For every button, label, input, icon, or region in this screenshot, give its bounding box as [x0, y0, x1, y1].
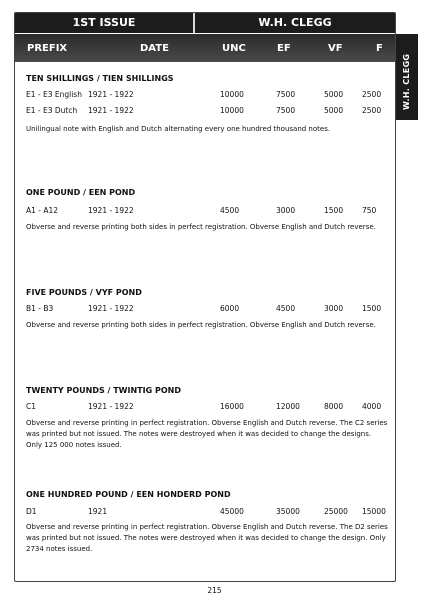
- cell-unc: 16000: [220, 402, 244, 411]
- cell-vf: 25000: [324, 507, 348, 516]
- section-title: ONE HUNDRED POUND / EEN HONDERD POND: [26, 490, 231, 499]
- issue-label: 1ST ISSUE: [15, 13, 193, 33]
- section-note: Obverse and reverse printing both sides in perfect registration. Obverse English and Dutch reverse.: [26, 223, 376, 231]
- cell-prefix: E1 - E3 English: [26, 90, 82, 99]
- cell-vf: 1500: [324, 206, 344, 215]
- cell-ef: 4500: [276, 304, 296, 313]
- column-header-unc: UNC: [222, 43, 246, 54]
- cell-vf: 5000: [324, 90, 344, 99]
- cell-ef: 3000: [276, 206, 296, 215]
- cell-unc: 4500: [220, 206, 240, 215]
- header-top-bar: [15, 13, 395, 34]
- column-header-date: DATE: [140, 43, 169, 54]
- column-header-ef: EF: [277, 43, 291, 54]
- cell-ef: 7500: [276, 90, 296, 99]
- table-row: [26, 507, 386, 519]
- cell-vf: 5000: [324, 106, 344, 115]
- cell-vf: 3000: [324, 304, 344, 313]
- side-tab: [396, 34, 418, 120]
- section-title: FIVE POUNDS / VYF POND: [26, 288, 142, 297]
- cell-prefix: C1: [26, 402, 37, 411]
- cell-date: 1921 - 1922: [88, 206, 134, 215]
- section-note: Obverse and reverse printing both sides in perfect registration. Obverse English and Dutch reverse.: [26, 321, 376, 329]
- side-tab-label: W.H. CLEGG: [402, 53, 411, 110]
- cell-f: 2500: [362, 90, 382, 99]
- section-title: ONE POUND / EEN POND: [26, 188, 136, 197]
- cell-vf: 8000: [324, 402, 344, 411]
- section-note: Obverse and reverse printing in perfect registration. Obverse English and Dutch reverse. The D2 series was printed but not issued. The notes were destroyed when it was decided to change the design. Only 2734 notes issued.: [26, 523, 388, 553]
- cell-date: 1921 - 1922: [88, 90, 134, 99]
- section-note: Obverse and reverse printing in perfect registration. Obverse English and Dutch reverse. The C2 series was printed but not issued. The notes were destroyed when it was decided to change the designs. Only 125 000 notes issued.: [26, 419, 388, 449]
- cell-f: 750: [362, 206, 377, 215]
- page-number: 215: [207, 586, 222, 595]
- section-note: Unilingual note with English and Dutch alternating every one hundred thousand notes.: [26, 125, 331, 133]
- cell-prefix: A1 - A12: [26, 206, 59, 215]
- cell-f: 4000: [362, 402, 382, 411]
- cell-prefix: E1 - E3 Dutch: [26, 106, 78, 115]
- cell-date: 1921 - 1922: [88, 304, 134, 313]
- cell-date: 1921 - 1922: [88, 106, 134, 115]
- cell-date: 1921 - 1922: [88, 402, 134, 411]
- cell-unc: 10000: [220, 106, 244, 115]
- cell-prefix: D1: [26, 507, 37, 516]
- cell-f: 1500: [362, 304, 382, 313]
- section-title: TEN SHILLINGS / TIEN SHILLINGS: [26, 74, 174, 83]
- column-header-f: F: [376, 43, 383, 54]
- table-row: [26, 90, 386, 102]
- cell-ef: 35000: [276, 507, 300, 516]
- column-header-vf: VF: [328, 43, 343, 54]
- cell-f: 15000: [362, 507, 386, 516]
- cell-prefix: B1 - B3: [26, 304, 54, 313]
- cell-ef: 7500: [276, 106, 296, 115]
- section-title: TWENTY POUNDS / TWINTIG POND: [26, 386, 181, 395]
- author-label: W.H. CLEGG: [195, 13, 395, 33]
- column-header-bar: [15, 34, 395, 62]
- table-row: [26, 206, 386, 218]
- cell-unc: 10000: [220, 90, 244, 99]
- table-row: [26, 106, 386, 118]
- cell-unc: 6000: [220, 304, 240, 313]
- cell-date: 1921: [88, 507, 108, 516]
- cell-ef: 12000: [276, 402, 300, 411]
- column-header-prefix: PREFIX: [27, 43, 68, 54]
- cell-f: 2500: [362, 106, 382, 115]
- table-row: [26, 304, 386, 316]
- table-row: [26, 402, 386, 414]
- cell-unc: 45000: [220, 507, 244, 516]
